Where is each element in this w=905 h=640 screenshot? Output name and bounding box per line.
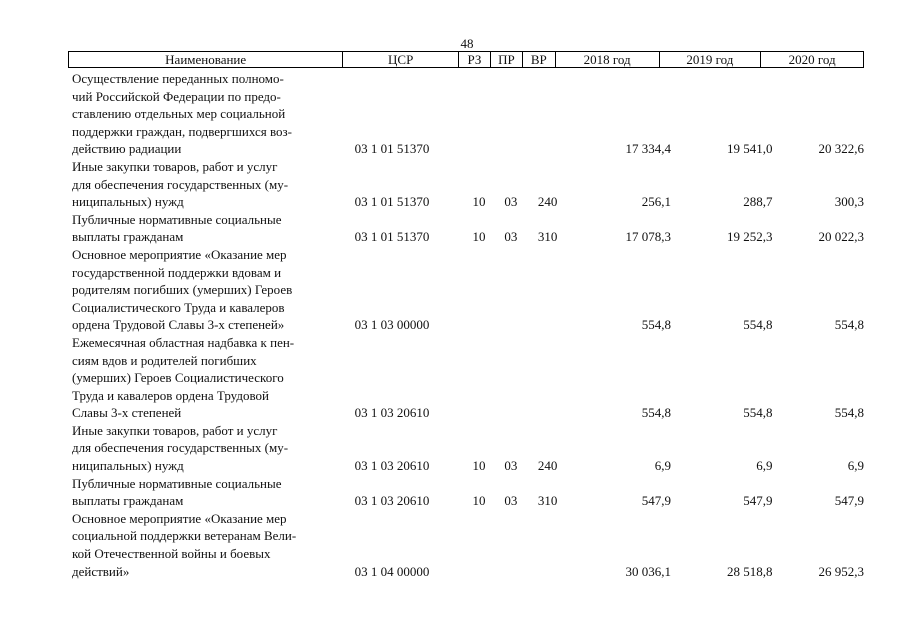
table-row	[68, 70, 864, 158]
table-header	[68, 51, 864, 68]
row-csr: 03 1 03 20610	[354, 493, 430, 509]
row-2019: 547,9	[743, 493, 773, 509]
row-2020: 554,8	[834, 317, 864, 333]
row-2020: 20 322,6	[818, 141, 864, 157]
header-2020: 2020 год	[788, 52, 836, 67]
row-rz: 10	[472, 229, 486, 245]
header-rz: РЗ	[459, 52, 491, 67]
row-csr: 03 1 01 51370	[354, 194, 430, 210]
header-2019: 2019 год	[660, 52, 762, 67]
row-2020: 6,9	[847, 458, 864, 474]
row-2019: 554,8	[743, 317, 773, 333]
row-2019: 6,9	[756, 458, 773, 474]
row-pr: 03	[504, 194, 518, 210]
row-csr: 03 1 04 00000	[354, 563, 430, 579]
row-2019: 554,8	[743, 405, 773, 421]
row-2020: 554,8	[834, 405, 864, 421]
row-2018: 6,9	[654, 458, 671, 474]
row-2019: 19 541,0	[726, 141, 773, 157]
row-name: Основное мероприятие «Оказание мер социальной поддержки ветеранам Вели- кой Отечественной войны и боевых действий»	[72, 510, 297, 579]
row-name: Основное мероприятие «Оказание мер государственной поддержки вдовам и родителям погибших (умерших) Героев Социалистического Труда и кавалеров ордена Трудовой Славы 3-х степеней»	[72, 246, 293, 333]
row-vr: 240	[537, 194, 558, 210]
row-name: Публичные нормативные социальные выплаты гражданам	[72, 211, 282, 245]
table-row	[68, 475, 864, 510]
row-2018: 17 334,4	[625, 141, 671, 157]
row-csr: 03 1 01 51370	[354, 229, 430, 245]
row-2018: 17 078,3	[625, 229, 671, 245]
row-pr: 03	[504, 493, 518, 509]
header-vr: ВР	[523, 52, 556, 67]
row-rz: 10	[472, 194, 486, 210]
table-row	[68, 510, 864, 580]
row-csr: 03 1 03 20610	[354, 405, 430, 421]
row-2020: 300,3	[834, 194, 864, 210]
table-row	[68, 334, 864, 422]
table-row	[68, 246, 864, 334]
page-number: 48	[460, 36, 474, 51]
row-name: Осуществление переданных полномо- чий Российской Федерации по предо- ставлению отдельных мер социальной поддержки граждан, подвергшихся воз- действию радиации	[72, 71, 292, 157]
row-2019: 288,7	[743, 194, 773, 210]
header-pr: ПР	[491, 52, 523, 67]
row-2018: 256,1	[641, 194, 671, 210]
row-2019: 28 518,8	[726, 563, 773, 579]
row-name: Публичные нормативные социальные выплаты гражданам	[72, 475, 282, 509]
table-row	[68, 158, 864, 211]
row-csr: 03 1 03 20610	[354, 458, 430, 474]
row-rz: 10	[472, 493, 486, 509]
table-body	[68, 70, 864, 580]
row-2018: 554,8	[641, 405, 671, 421]
row-2018: 547,9	[641, 493, 671, 509]
table-row	[68, 422, 864, 475]
row-2020: 20 022,3	[818, 229, 864, 245]
row-2020: 26 952,3	[818, 563, 864, 579]
row-vr: 310	[537, 493, 558, 509]
row-rz: 10	[472, 458, 486, 474]
row-name: Иные закупки товаров, работ и услуг для обеспечения государственных (му- ниципальных) нужд	[72, 422, 289, 474]
row-2018: 554,8	[641, 317, 671, 333]
row-name: Иные закупки товаров, работ и услуг для обеспечения государственных (му- ниципальных) нужд	[72, 158, 289, 210]
row-2018: 30 036,1	[625, 563, 671, 579]
header-2018: 2018 год	[556, 52, 660, 67]
row-csr: 03 1 03 00000	[354, 317, 430, 333]
row-pr: 03	[504, 458, 518, 474]
row-pr: 03	[504, 229, 518, 245]
table-row	[68, 211, 864, 246]
row-2020: 547,9	[834, 493, 864, 509]
row-2019: 19 252,3	[726, 229, 773, 245]
row-vr: 240	[537, 458, 558, 474]
header-csr: ЦСР	[343, 52, 459, 67]
header-name: Наименование	[69, 52, 343, 67]
row-vr: 310	[537, 229, 558, 245]
row-name: Ежемесячная областная надбавка к пен- сиям вдов и родителей погибших (умерших) Героев Социалистического Труда и кавалеров ордена Трудовой Славы 3-х степеней	[72, 334, 295, 421]
row-csr: 03 1 01 51370	[354, 141, 430, 157]
